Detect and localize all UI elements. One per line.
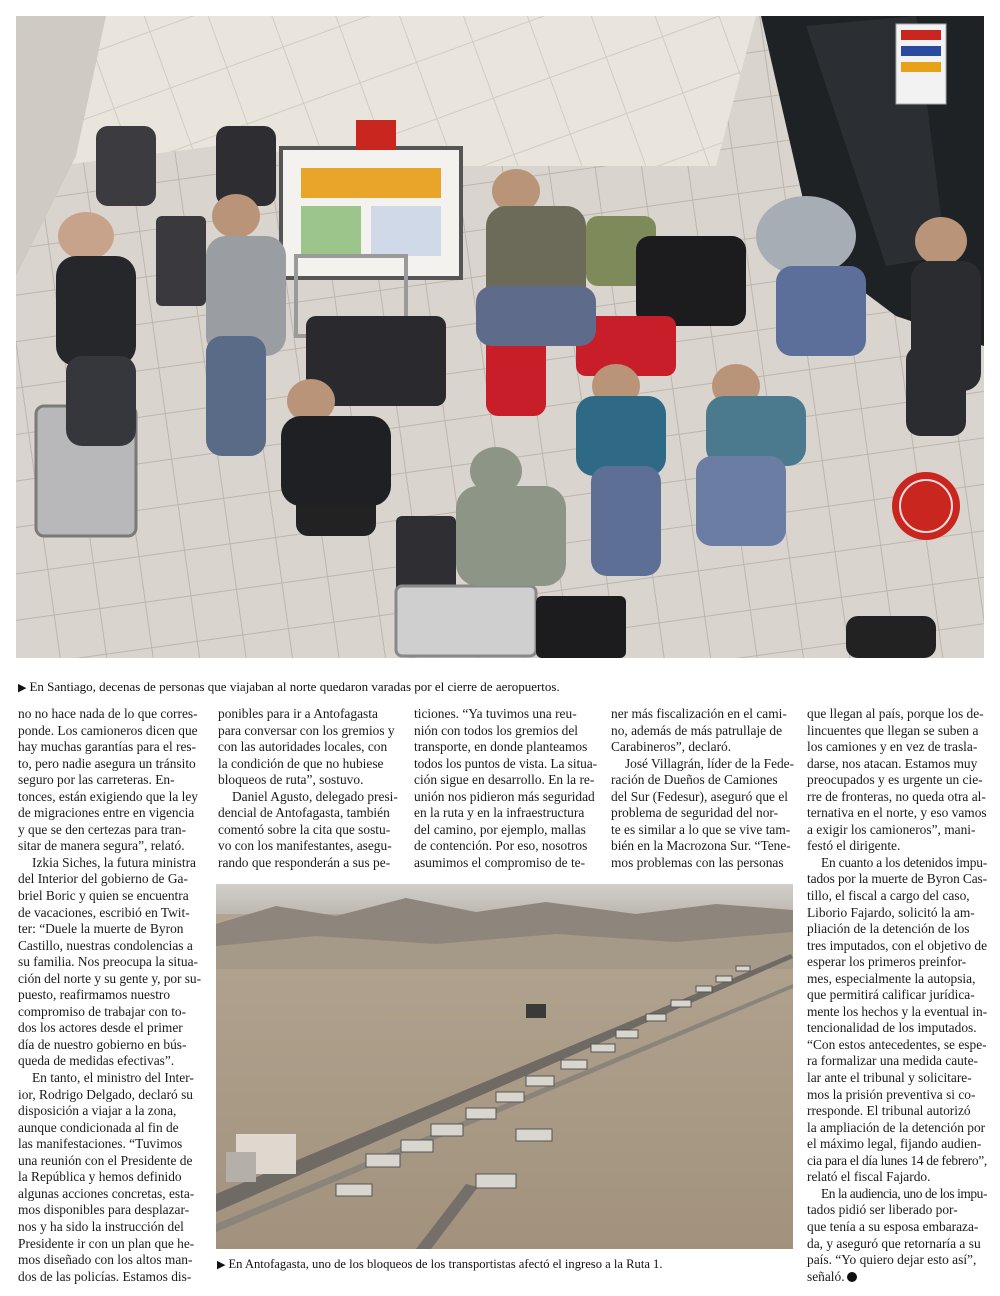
text-line: briel Boric y quien se encuentra	[18, 888, 189, 904]
text-line: hay muchas garantías para el res-	[18, 739, 197, 755]
text-line: bloqueos de ruta”, sostuvo.	[218, 772, 364, 788]
text-line: tados por la muerte de Byron Cas-	[807, 871, 987, 887]
text-line: señaló.	[807, 1268, 845, 1284]
text-line: no, además de más patrullaje de	[611, 722, 783, 738]
text-line: su familia. Nos preocupa la situa-	[18, 954, 198, 970]
text-line: dencial de Antofagasta, también	[218, 805, 390, 821]
text-line: que permitirá calificar jurídica-	[807, 987, 975, 1003]
text-line: mos la prisión preventiva si co-	[807, 1086, 976, 1102]
text-line: asumimos el compromiso de te-	[414, 854, 586, 870]
text-line: mos disponibles para desplazar-	[18, 1202, 190, 1218]
text-line: seguro por las carreteras. En-	[18, 772, 175, 788]
text-line: tonces, están exigiendo que la ley	[18, 788, 198, 804]
text-line: con las autoridades locales, con	[218, 739, 388, 755]
text-line: rresponde. El tribunal autorizó	[807, 1103, 971, 1119]
text-line: la ampliación de la detención por	[807, 1119, 986, 1135]
airport-photo	[16, 16, 984, 658]
text-line: aunque condicionada al fin de	[18, 1119, 179, 1135]
text-line: José Villagrán, líder de la Fede-	[625, 755, 794, 771]
text-line: que tenía a su esposa embaraza-	[807, 1218, 979, 1234]
bottom-caption-text: En Antofagasta, uno de los bloqueos de los transportistas afectó el ingreso a la Ruta 1.	[228, 1257, 663, 1271]
text-line: “Con estos antecedentes, se espe-	[807, 1036, 987, 1052]
text-line: tencionalidad de los imputados.	[807, 1020, 977, 1036]
text-line: de migraciones entre en vigencia	[18, 805, 195, 821]
text-line: da, y aseguró que retornaría a su	[807, 1235, 981, 1251]
text-line: del Sur (Fedesur), aseguró que el	[611, 788, 789, 804]
text-line: Castillo, nuestras condolencias a	[18, 937, 193, 953]
caption-marker-icon: ▶	[18, 681, 27, 694]
airport-photo-graphic	[16, 16, 984, 658]
blockade-photo-graphic	[216, 884, 793, 1249]
text-line: Carabineros”, declaró.	[611, 739, 732, 755]
text-line: transporte, en donde planteamos	[414, 739, 588, 755]
text-line: En la audiencia, uno de los impu-	[821, 1185, 987, 1201]
text-line: del Interior del gobierno de Ga-	[18, 871, 188, 887]
text-line: mos diseñado con los altos man-	[18, 1252, 193, 1268]
bottom-photo-caption	[217, 1256, 663, 1273]
article-column-2	[218, 706, 401, 871]
article-column-1	[18, 706, 201, 1285]
text-line: ternativa en el norte, y eso vamos	[807, 805, 987, 821]
article-column-5	[807, 706, 987, 1285]
text-line: nión con todos los gremios del	[414, 722, 579, 738]
text-line: en la ruta y en la infraestructura	[414, 805, 585, 821]
text-line: ter: “Duele la muerte de Byron	[18, 921, 184, 937]
top-photo-caption	[18, 679, 560, 696]
end-of-article-icon	[847, 1272, 857, 1282]
text-line: ner más fiscalización en el cami-	[611, 706, 787, 721]
text-line: ción sigue en desarrollo. En la re-	[414, 772, 595, 788]
text-line: preocupados y es urgente un cie-	[807, 772, 983, 788]
text-line: compromiso de trabajar con to-	[18, 1003, 187, 1019]
text-line: ponibles para ir a Antofagasta	[218, 706, 378, 721]
text-line: algunas acciones concretas, esta-	[18, 1185, 195, 1201]
blockade-photo	[216, 884, 793, 1249]
text-line: dos los actores desde el primer	[18, 1020, 183, 1036]
text-line: En tanto, el ministro del Inter-	[32, 1070, 194, 1086]
text-line: vo con los manifestantes, asegu-	[218, 838, 392, 854]
text-line: comentó sobre la cita que sostu-	[218, 821, 391, 837]
text-line: lar ante el tribunal y solicitare-	[807, 1070, 972, 1086]
text-line: ración de Dueños de Camiones	[611, 772, 778, 788]
text-line: bién en la Macrozona Sur. “Tene-	[611, 838, 791, 854]
top-caption-text: En Santiago, decenas de personas que viajaban al norte quedaron varadas por el cierre de aeropuertos.	[29, 679, 560, 694]
caption-marker-icon: ▶	[217, 1258, 226, 1271]
text-line: nos y ha sido la instrucción del	[18, 1218, 184, 1234]
text-line: Izkia Siches, la futura ministra	[32, 854, 196, 870]
text-line: la condición de que no hubiese	[218, 755, 384, 771]
text-line: tres imputados, con el objetivo de	[807, 937, 988, 953]
text-line: Daniel Agusto, delegado presi-	[232, 788, 398, 804]
text-line: Liborio Fajardo, solicitó la am-	[807, 904, 975, 920]
text-line: sitar de manera segura”, relató.	[18, 838, 185, 854]
text-line: y que se den certezas para tran-	[18, 821, 187, 837]
text-line: unión nos pidieron más seguridad	[414, 788, 595, 804]
text-line: te es similar a lo que se vive tam-	[611, 821, 791, 837]
text-line: ticiones. “Ya tuvimos una reu-	[414, 706, 577, 721]
text-line: el máximo legal, fijando audien-	[807, 1136, 982, 1152]
article-column-4	[611, 706, 794, 871]
text-line: mente los hechos y la eventual in-	[807, 1003, 987, 1019]
text-line: pliación de la detención de los	[807, 921, 970, 937]
text-line: to, pero nadie asegura un tránsito	[18, 755, 196, 771]
text-line: problema de seguridad del nor-	[611, 805, 779, 821]
text-line: mos problemas con las personas	[611, 854, 784, 870]
text-line: de vacaciones, escribió en Twit-	[18, 904, 190, 920]
text-line: los camiones y en vez de trasla-	[807, 739, 978, 755]
text-line: ponde. Los camioneros dicen que	[18, 722, 198, 738]
text-line: darse, nos atacan. Estamos muy	[807, 755, 978, 771]
text-line: rando que responderán a sus pe-	[218, 854, 391, 870]
text-line: rre de fronteras, no queda otra al-	[807, 788, 986, 804]
text-line: esperar los primeros preinfor-	[807, 954, 967, 970]
text-line: tados pidió ser liberado por-	[807, 1202, 958, 1218]
text-line: lincuentes que llegan se suben a	[807, 722, 979, 738]
text-line: festó el dirigente.	[807, 838, 901, 854]
text-line: todos los puntos de vista. La situa-	[414, 755, 597, 771]
text-line: las manifestaciones. “Tuvimos	[18, 1136, 183, 1152]
text-line: país. “Yo quiero dejar esto así”,	[807, 1252, 977, 1268]
text-line: cia para el día lunes 14 de febrero”,	[807, 1152, 987, 1168]
text-line: dos de las policías. Estamos dis-	[18, 1268, 192, 1284]
text-line: la República y hemos definido	[18, 1169, 182, 1185]
text-line: relató el fiscal Fajardo.	[807, 1169, 931, 1185]
text-line: mes, especialmente la autopsia,	[807, 970, 976, 986]
text-line: de contención. Por eso, nosotros	[414, 838, 588, 854]
text-line: ra formalizar una medida caute-	[807, 1053, 979, 1069]
text-line: disposición a viajar a la zona,	[18, 1103, 177, 1119]
text-line: ior, Rodrigo Delgado, declaró su	[18, 1086, 193, 1102]
text-line: tillo, el fiscal a cargo del caso,	[807, 888, 970, 904]
text-line: del camino, por ejemplo, mallas	[414, 821, 586, 837]
text-line: que llegan al país, porque los de-	[807, 706, 984, 721]
text-line: Presidente ir con un plan que he-	[18, 1235, 195, 1251]
text-line: a exigir los camioneros”, mani-	[807, 821, 976, 837]
text-line: ción del norte y su gente y, por su-	[18, 970, 201, 986]
text-line: una reunión con el Presidente de	[18, 1152, 193, 1168]
text-line: queda de medidas efectivas”.	[18, 1053, 175, 1069]
text-line: no no hace nada de lo que corres-	[18, 706, 198, 721]
text-line: puesto, reafirmamos nuestro	[18, 987, 171, 1003]
text-line: para conversar con los gremios y	[218, 722, 395, 738]
text-line: día de nuestro gobierno en bús-	[18, 1036, 187, 1052]
article-column-3	[414, 706, 597, 871]
text-line: En cuanto a los detenidos impu-	[821, 854, 987, 870]
